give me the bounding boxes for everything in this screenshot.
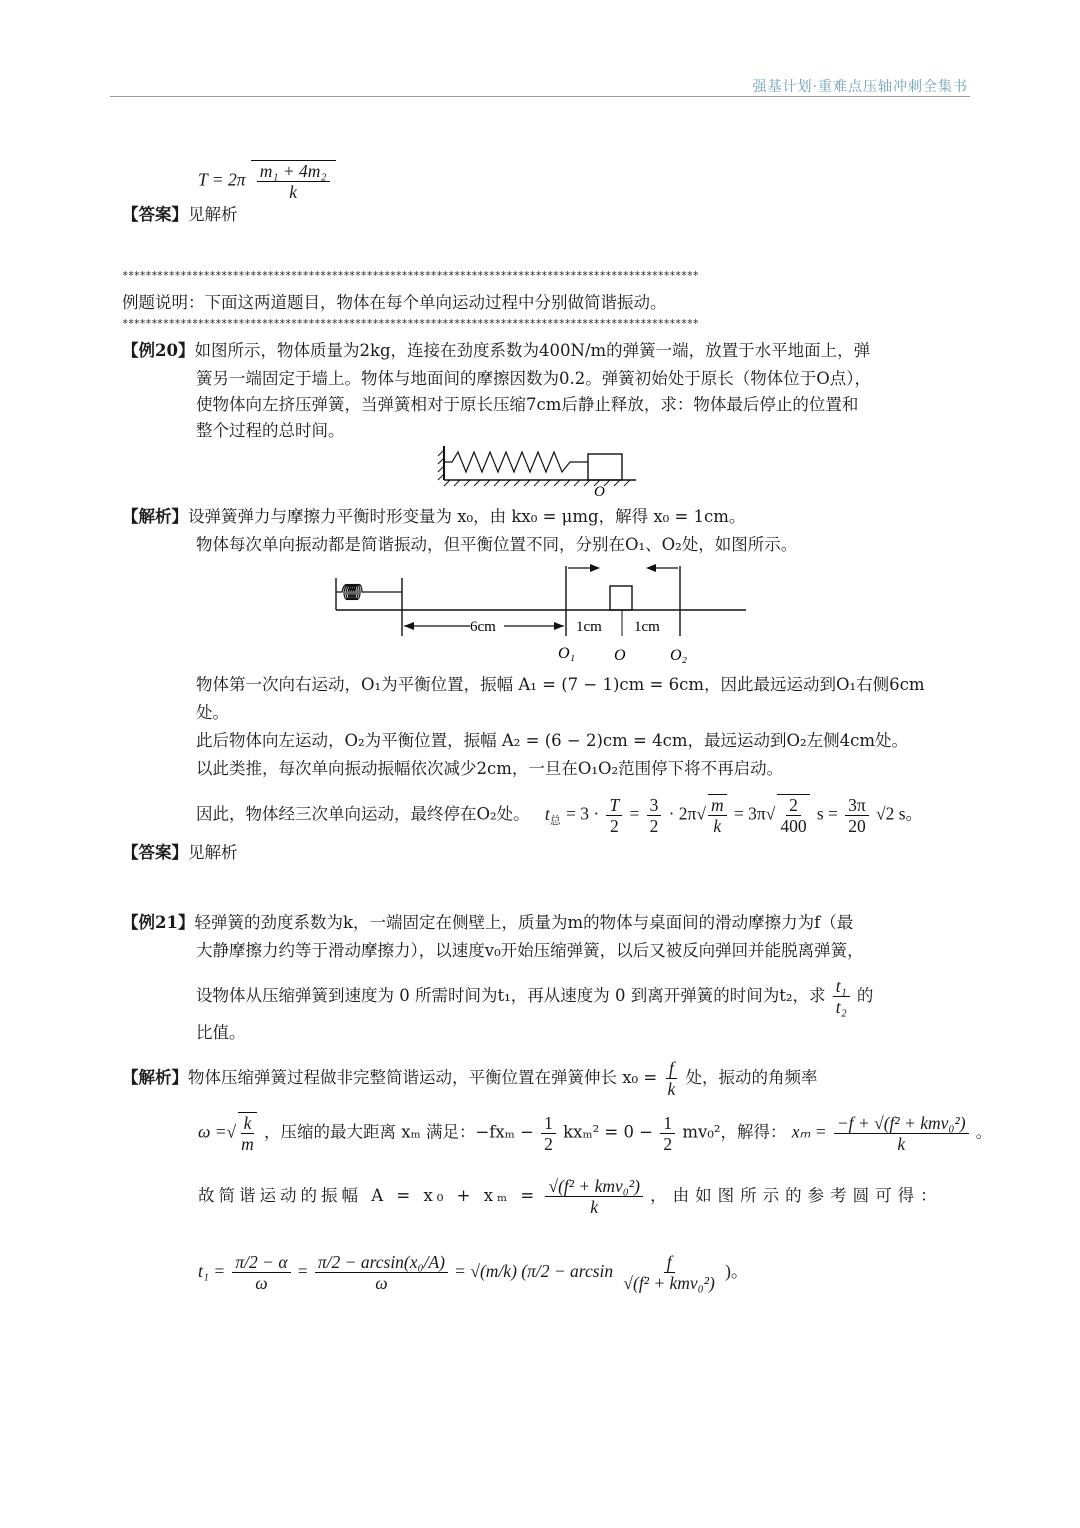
ex21-line-1: 【例21】轻弹簧的劲度系数为k，一端固定在侧壁上，质量为m的物体与桌面间的滑动摩擦力为f（最 (122, 913, 854, 932)
ex20-sol-line-4: 处。 (196, 703, 229, 722)
ex21-sol-line-2: ω =√ $\frac{k}{m}$ ，压缩的最大距离 xₘ 满足：−fxₘ − $\frac{1}{2}$ kxₘ² = 0 − $\frac{1}{2}$ mv₀²，解得： xₘ = $\frac{\text{−f + √(f² + kmv₀²)}}{k}$ 。 (198, 1112, 993, 1154)
ex20-sol-line-7: 因此，物体经三次单向运动，最终停在O₂处。 $t_总 = 3$ · $\frac{T}{2}$ = $\frac{3}{2}$ · 2π√ $\frac{m}{k}$ = 3π√ $\frac{2}{400}$ s = $\frac{3\pi}{20}$ √2 s。 (196, 794, 924, 836)
ex20-sol-line-1: 【解析】设弹簧弹力与摩擦力平衡时形变量为 x₀，由 kx₀ = μmg，解得 x₀ = 1cm。 (122, 507, 746, 526)
header-rule (110, 96, 970, 97)
top-answer: 【答案】见解析 (122, 205, 238, 224)
formula-T-fraction: $\frac{\text{m₁ + 4m₂}}{k}$ (257, 161, 330, 202)
note-text: 例题说明：下面这两道题目，物体在每个单向运动过程中分别做简谐振动。 (122, 293, 667, 312)
ex21-sol-line-1: 【解析】物体压缩弹簧过程做非完整简谐运动，平衡位置在弹簧伸长 x₀ = $\frac{f}{k}$ 处，振动的角频率 (122, 1058, 818, 1099)
ex20-answer: 【答案】见解析 (122, 843, 238, 862)
stars-divider-top: *************************************************************************************************** (122, 270, 699, 282)
ex20-sol-line-5: 此后物体向左运动，O₂为平衡位置，振幅 A₂ = (6 − 2)cm = 4cm，最远运动到O₂左侧4cm处。 (196, 731, 909, 750)
ex20-line-1: 【例20】如图所示，物体质量为2kg，连接在劲度系数为400N/m的弹簧一端，放置于水平地面上，弹 (122, 341, 871, 360)
ex20-sol-line-3: 物体第一次向右运动，O₁为平衡位置，振幅 A₁ = (7 − 1)cm = 6cm，因此最远运动到O₁右侧6cm (196, 675, 925, 694)
ex20-sol-line-6: 以此类推，每次单向振动振幅依次减少2cm，一旦在O₁O₂范围停下将不再启动。 (196, 759, 784, 778)
ex21-sol-line-4: t₁ = $\frac{\pi/2 - \alpha}{\omega}$ = $\frac{\text{π/2 − arcsin(x₀/A)}}{\omega}$ = √(m/k) (π/2 − arcsin $\frac{f}{\text{√(f² + kmv₀²)}}$ )。 (198, 1252, 749, 1293)
ex20-line-2: 簧另一端固定于墙上。物体与地面间的摩擦因数为0.2。弹簧初始处于原长（物体位于O点）， (196, 369, 872, 388)
fig2-dist-6cm: 6cm (470, 619, 496, 635)
fig2-label-O: O (614, 647, 626, 664)
fig2-label-O2: O₂ (670, 647, 688, 664)
fig2-dist-1cm-right: 1cm (634, 619, 660, 635)
fig2-label-O1: O₁ (558, 645, 576, 662)
header-title: 强基计划·重难点压轴冲刺全集书 (752, 79, 968, 95)
spring-block-figure (436, 440, 656, 500)
formula-T: T = 2π $\frac{\text{m₁ + 4m₂}}{k}$ (198, 160, 336, 202)
ex21-sol-line-3: 故简谐运动的振幅 A = x₀ + xₘ = $\frac{\text{√(f² + kmv₀²)}}{k}$ ，由如图所示的参考圆可得： (198, 1176, 943, 1217)
ex20-sol-line-2: 物体每次单向振动都是简谐振动，但平衡位置不同，分别在O₁、O₂处，如图所示。 (196, 535, 798, 554)
stars-divider-bottom: *************************************************************************************************** (122, 318, 699, 330)
ex21-line-2: 大静摩擦力约等于滑动摩擦力），以速度v₀开始压缩弹簧，以后又被反向弹回并能脱离弹簧， (196, 941, 864, 960)
fig2-dist-1cm-left: 1cm (576, 619, 602, 635)
fig1-label-O: O (594, 484, 605, 500)
ex21-line-3: 设物体从压缩弹簧到速度为 0 所需时间为t₁，再从速度为 0 到离开弹簧的时间为t₂，求 $\frac{\text{t₁}}{\text{t₂}}$ 的 (196, 976, 874, 1017)
ex20-line-4: 整个过程的总时间。 (196, 421, 345, 440)
ex21-line-4: 比值。 (196, 1023, 246, 1042)
ex20-line-3: 使物体向左挤压弹簧，当弹簧相对于原长压缩7cm后静止释放，求：物体最后停止的位置和 (196, 395, 859, 414)
equilibrium-figure (330, 560, 770, 670)
